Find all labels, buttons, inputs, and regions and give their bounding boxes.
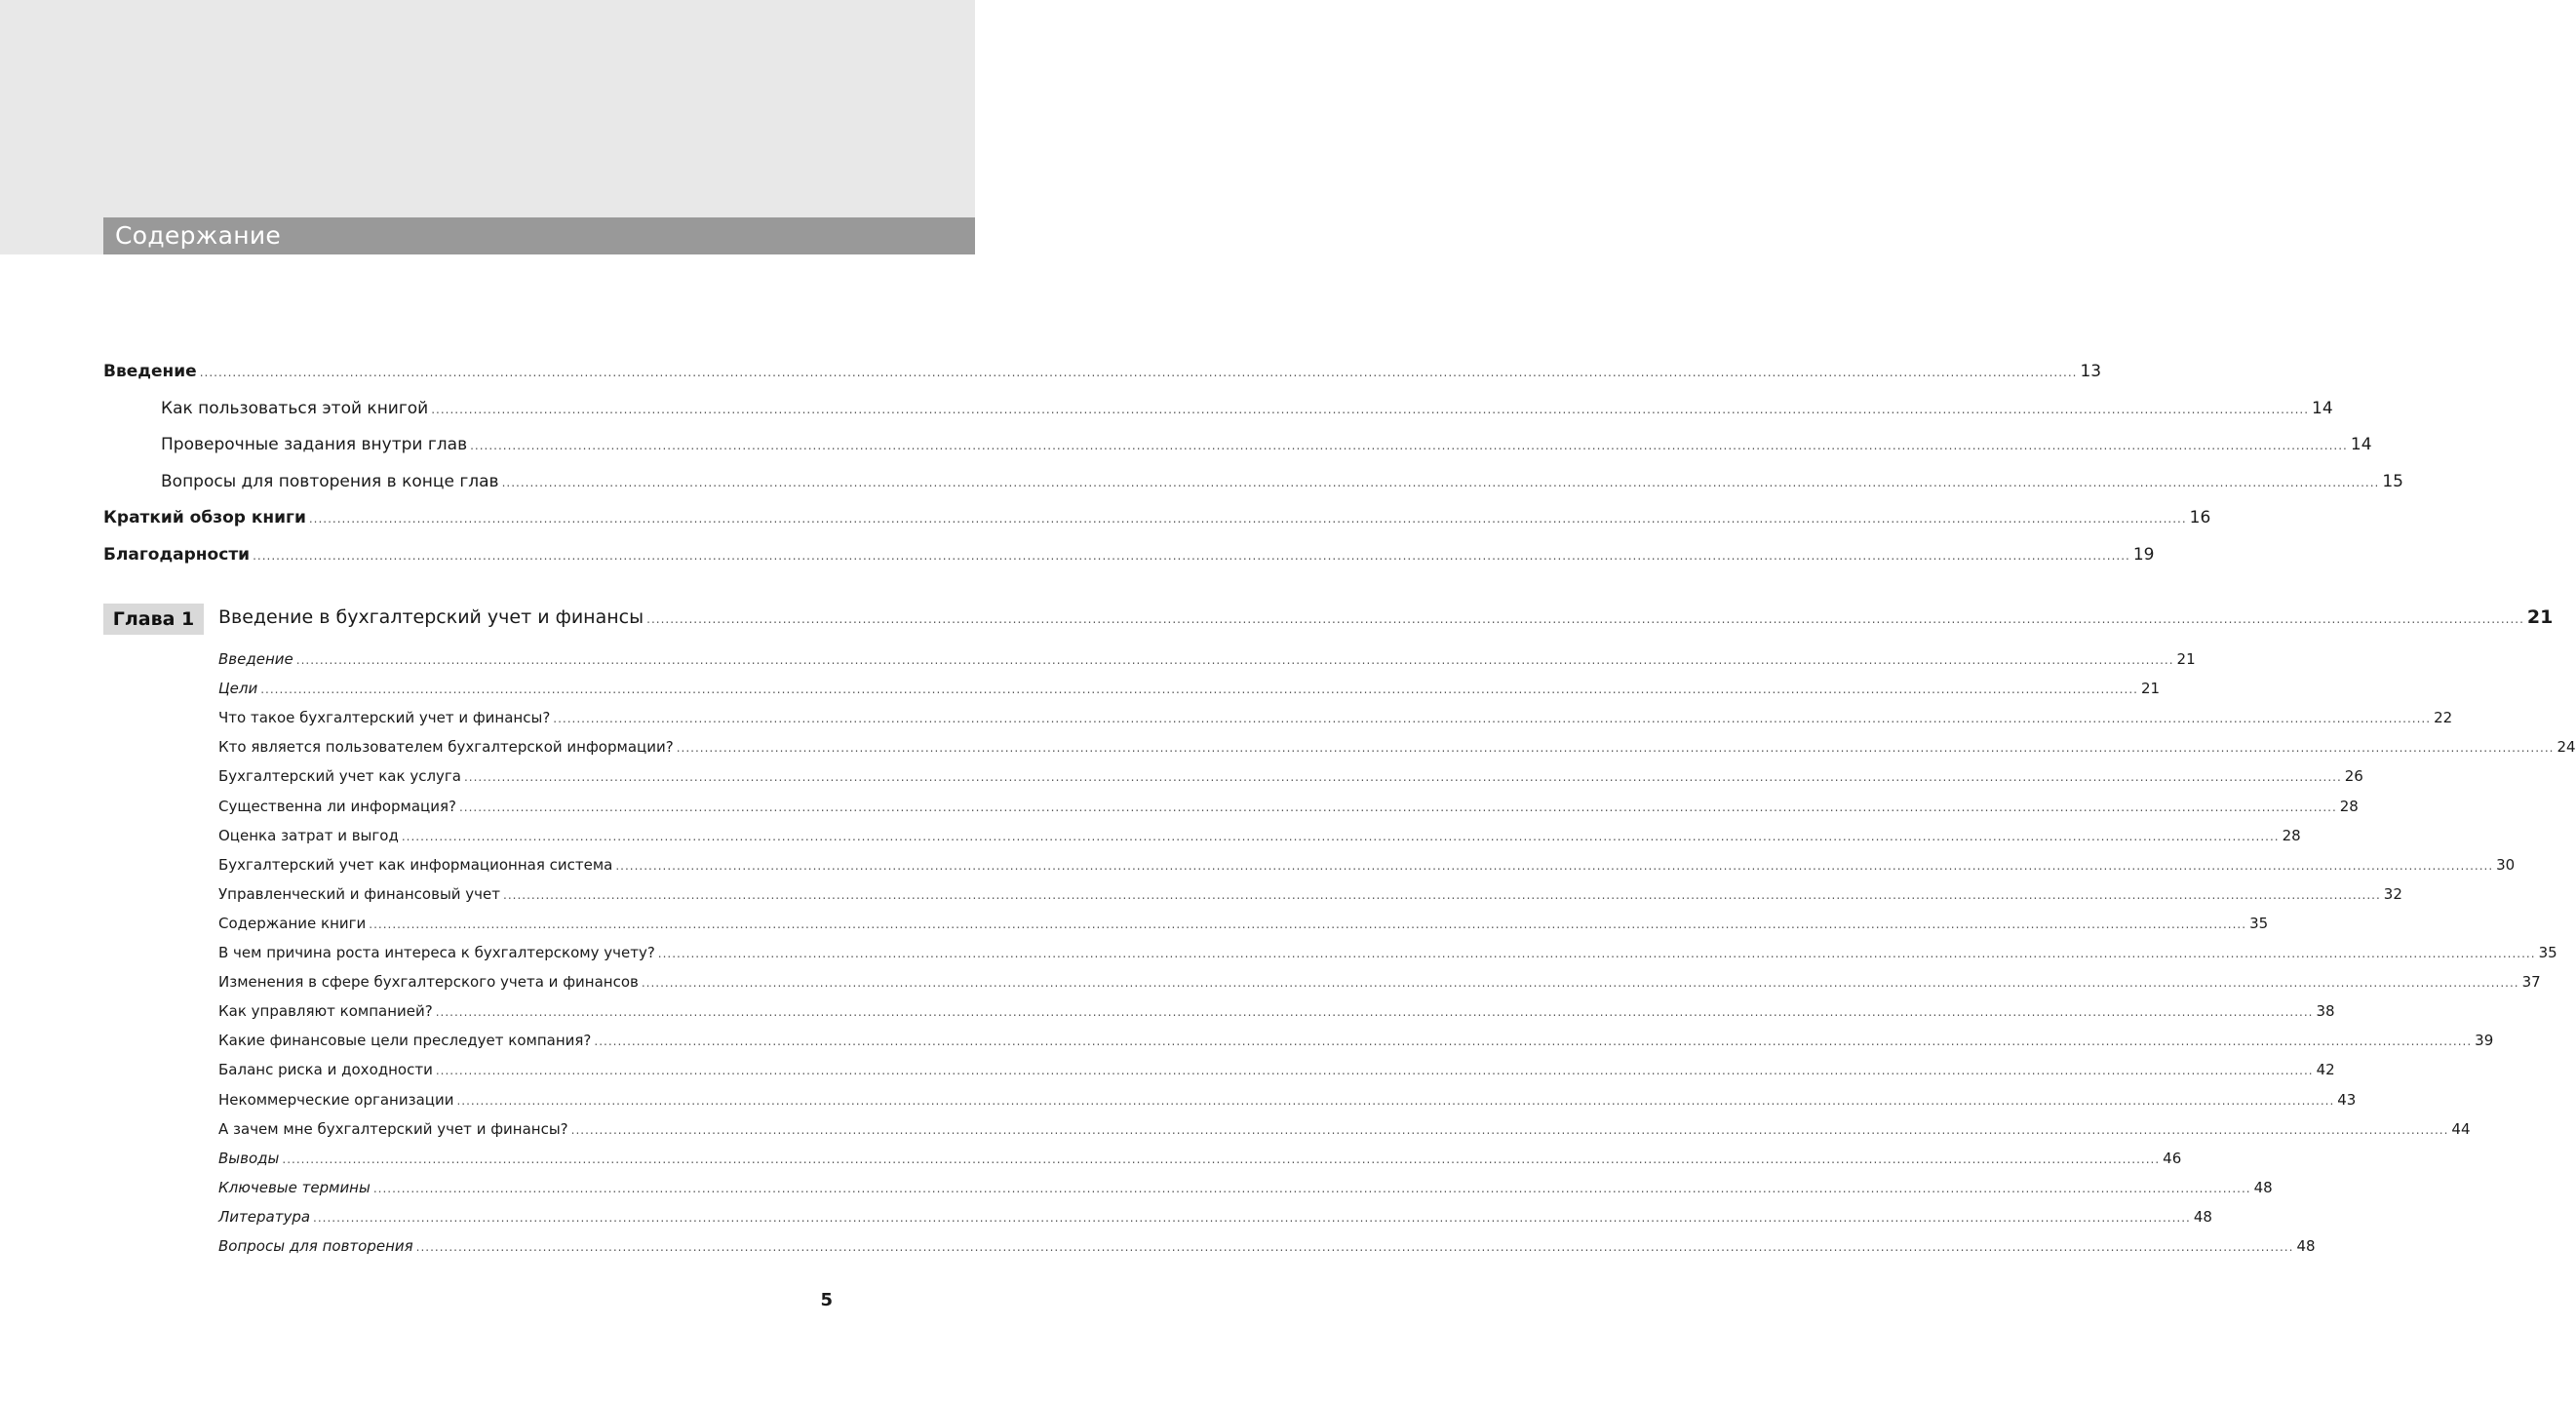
leader-dots: ................................................................................................................................................................................................................................................................................................................................................................................................................ <box>282 1151 2161 1166</box>
toc-entry-page: 28 <box>2339 797 2359 815</box>
toc-entry-page: 39 <box>2475 1032 2494 1050</box>
leader-dots: ................................................................................................................................................................................................................................................................................................................................................................................................................ <box>570 1122 2449 1137</box>
toc-entry-text: А зачем мне бухгалтерский учет и финансы? <box>218 1119 568 1138</box>
leader-dots: ................................................................................................................................................................................................................................................................................................................................................................................................................ <box>456 1093 2335 1108</box>
leader-dots: ................................................................................................................................................................................................................................................................................................................................................................................................................ <box>458 800 2337 814</box>
toc-entry-text: Бухгалтерский учет как информационная система <box>218 855 613 874</box>
toc-entry-page: 46 <box>2163 1149 2182 1167</box>
toc-entry-text: Как управляют компанией? <box>218 1002 433 1021</box>
toc-entry-text: Введение <box>103 362 197 381</box>
toc-entry-text: Оценка затрат и выгод <box>218 826 399 844</box>
leader-dots: ................................................................................................................................................................................................................................................................................................................................................................................................................ <box>657 947 2536 960</box>
toc-entry-text: Ключевые термины <box>218 1178 371 1196</box>
toc-entry-text: Изменения в сфере бухгалтерского учета и финансов <box>218 973 639 992</box>
leader-dots: ................................................................................................................................................................................................................................................................................................................................................................................................................ <box>503 887 2381 902</box>
chapter-title: Введение в бухгалтерский учет и финансы <box>218 606 644 628</box>
toc-entry-page: 15 <box>2382 471 2403 491</box>
toc-entry-page: 48 <box>2193 1207 2212 1226</box>
toc-entry-text: Управленческий и финансовый учет <box>218 884 501 903</box>
toc-entry-page: 44 <box>2451 1119 2471 1138</box>
toc-entry-text: Проверочные задания внутри глав <box>161 435 468 454</box>
toc-top-entry <box>161 435 2372 454</box>
leader-dots: ................................................................................................................................................................................................................................................................................................................................................................................................................ <box>253 548 2130 563</box>
leader-dots: ................................................................................................................................................................................................................................................................................................................................................................................................................ <box>641 976 2519 991</box>
toc-entry-page: 14 <box>2350 435 2372 454</box>
toc-entry-page: 22 <box>2434 709 2453 727</box>
toc-entry-text: Вопросы для повторения <box>218 1237 413 1255</box>
toc-entry-text: Выводы <box>218 1149 280 1167</box>
leader-dots: ................................................................................................................................................................................................................................................................................................................................................................................................................ <box>308 512 2187 526</box>
toc-entry-text: Краткий обзор книги <box>103 508 306 527</box>
toc-entry-text: Содержание книги <box>218 914 367 932</box>
toc-entry-text: Цели <box>218 680 258 698</box>
leader-dots: ................................................................................................................................................................................................................................................................................................................................................................................................................ <box>401 829 2280 843</box>
toc-entry-page: 30 <box>2496 855 2516 874</box>
chapter-entry <box>218 1207 2212 1226</box>
chapter-entry <box>218 855 2516 874</box>
chapter-entry <box>218 884 2402 903</box>
toc-entry-page: 21 <box>2141 680 2161 698</box>
toc-entry-page: 48 <box>2296 1237 2316 1255</box>
toc-entry-page: 43 <box>2337 1090 2357 1109</box>
leader-dots: ................................................................................................................................................................................................................................................................................................................................................................................................................ <box>199 366 2078 379</box>
chapter-entry <box>218 1237 2316 1255</box>
toc-entry-page: 24 <box>2556 738 2576 757</box>
toc-entry-text: Что такое бухгалтерский учет и финансы? <box>218 709 551 727</box>
leader-dots: ................................................................................................................................................................................................................................................................................................................................................................................................................ <box>553 712 2432 726</box>
toc-entry-text: Существенна ли информация? <box>218 797 456 815</box>
leader-dots: ................................................................................................................................................................................................................................................................................................................................................................................................................ <box>463 770 2342 785</box>
chapter-entry <box>218 1178 2273 1196</box>
page-number: 5 <box>820 1290 833 1310</box>
chapter-entry <box>218 738 2576 757</box>
chapter-entry <box>218 767 2363 786</box>
toc-top-entry <box>103 508 2211 527</box>
toc-entry-page: 13 <box>2080 362 2102 381</box>
toc-entry-text: Как пользоваться этой книгой <box>161 398 429 418</box>
toc-entry-text: Бухгалтерский учет как услуга <box>218 767 461 786</box>
toc-entry-page: 19 <box>2132 544 2155 565</box>
toc-entry-page: 28 <box>2282 826 2301 844</box>
toc-top-entry <box>103 544 2155 565</box>
toc-entry-text: Некоммерческие организации <box>218 1090 454 1109</box>
toc-entry-page: 35 <box>2249 914 2269 932</box>
chapter-entry <box>218 680 2161 698</box>
toc-top-entry <box>161 471 2403 491</box>
chapter-title-row <box>218 606 2554 628</box>
toc-entry-text: В чем причина роста интереса к бухгалтерскому учету? <box>218 944 655 961</box>
chapter-entry <box>218 1090 2357 1109</box>
toc-entry-page: 48 <box>2253 1178 2273 1196</box>
chapter-entry <box>218 973 2541 992</box>
chapter-entry <box>218 914 2269 932</box>
leader-dots: ................................................................................................................................................................................................................................................................................................................................................................................................................ <box>415 1240 2294 1254</box>
chapter-entry <box>218 1149 2182 1167</box>
leader-dots: ................................................................................................................................................................................................................................................................................................................................................................................................................ <box>295 653 2174 667</box>
chapter-entry <box>218 826 2301 844</box>
toc-entry-page: 37 <box>2521 973 2541 992</box>
toc-top-entry <box>103 362 2102 381</box>
chapter-label: Глава 1 <box>103 604 204 635</box>
chapter-entry <box>218 1002 2335 1021</box>
toc-entry-page: 35 <box>2538 944 2557 961</box>
leader-dots: ................................................................................................................................................................................................................................................................................................................................................................................................................ <box>594 1034 2473 1049</box>
leader-dots: ................................................................................................................................................................................................................................................................................................................................................................................................................ <box>435 1064 2314 1078</box>
chapter-entry <box>218 1061 2335 1079</box>
chapter-entry <box>218 1119 2471 1138</box>
leader-dots: ................................................................................................................................................................................................................................................................................................................................................................................................................ <box>369 917 2247 931</box>
leader-dots: ................................................................................................................................................................................................................................................................................................................................................................................................................ <box>372 1181 2251 1195</box>
leader-dots: ................................................................................................................................................................................................................................................................................................................................................................................................................ <box>501 475 2380 489</box>
leader-dots: ................................................................................................................................................................................................................................................................................................................................................................................................................ <box>431 402 2310 416</box>
chapter-entry <box>218 709 2453 727</box>
leader-dots: ................................................................................................................................................................................................................................................................................................................................................................................................................ <box>260 683 2138 697</box>
toc-entry-page: 21 <box>2176 650 2196 668</box>
header-band <box>0 0 975 254</box>
leader-dots: ................................................................................................................................................................................................................................................................................................................................................................................................................ <box>676 741 2555 756</box>
chapter-entry <box>218 797 2359 815</box>
toc-entry-page: 32 <box>2383 884 2402 903</box>
leader-dots: ................................................................................................................................................................................................................................................................................................................................................................................................................ <box>646 612 2524 626</box>
toc-entry-page: 26 <box>2344 767 2363 786</box>
toc-entry-page: 16 <box>2189 508 2211 527</box>
toc-entry-page: 42 <box>2316 1061 2335 1079</box>
toc-entry-text: Кто является пользователем бухгалтерской информации? <box>218 738 674 757</box>
chapter-page: 21 <box>2526 606 2554 628</box>
toc-top-entry <box>161 398 2333 418</box>
leader-dots: ................................................................................................................................................................................................................................................................................................................................................................................................................ <box>313 1210 2191 1225</box>
chapter-entry <box>218 1032 2494 1050</box>
leader-dots: ................................................................................................................................................................................................................................................................................................................................................................................................................ <box>470 439 2348 452</box>
toc-entry-page: 38 <box>2316 1002 2335 1021</box>
toc-entry-text: Вопросы для повторения в конце глав <box>161 471 499 491</box>
toc-entry-text: Баланс риска и доходности <box>218 1061 433 1079</box>
toc-entry-text: Введение <box>218 650 293 668</box>
toc-entry-text: Какие финансовые цели преследует компания? <box>218 1032 592 1050</box>
toc-entry-text: Благодарности <box>103 544 251 565</box>
chapter-entry <box>218 944 2557 961</box>
leader-dots: ................................................................................................................................................................................................................................................................................................................................................................................................................ <box>435 1005 2314 1020</box>
page-title: Содержание <box>103 217 975 254</box>
leader-dots: ................................................................................................................................................................................................................................................................................................................................................................................................................ <box>615 858 2494 873</box>
toc-entry-text: Литература <box>218 1207 311 1226</box>
toc-entry-page: 14 <box>2312 398 2333 418</box>
chapter-entry <box>218 650 2196 668</box>
